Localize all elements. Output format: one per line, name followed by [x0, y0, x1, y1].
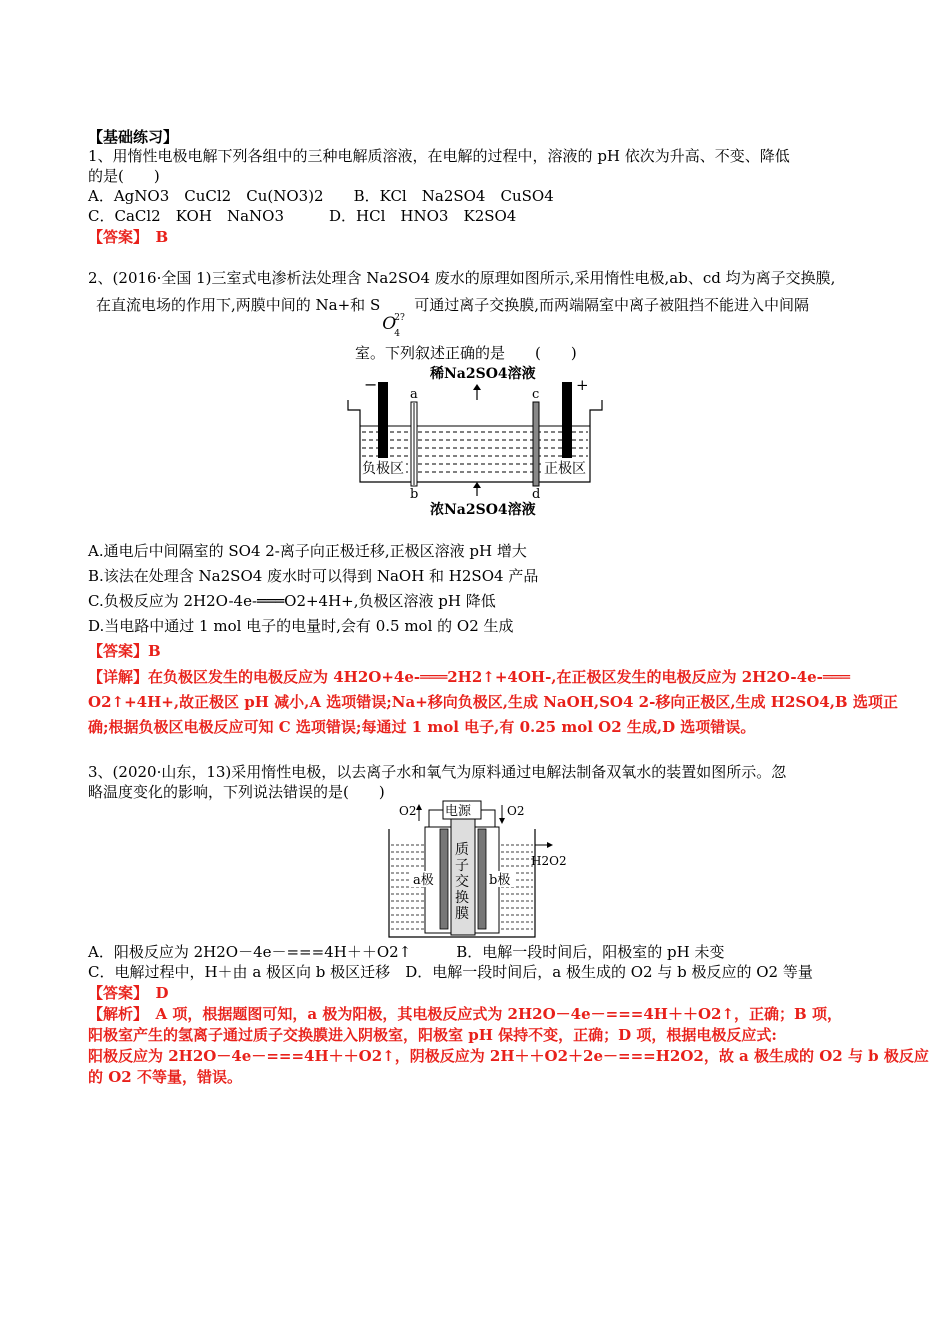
minus-sign: − — [364, 375, 378, 394]
q1-option-c-d — [88, 206, 516, 226]
q2-stem-line2a: 在直流电场的作用下,两膜中间的 Na+和 S — [96, 296, 381, 314]
arrow-in-head-icon — [473, 482, 481, 488]
positive-electrode — [562, 382, 572, 458]
q1-stem-line2: 的是( ) — [88, 167, 160, 185]
o2-left-label: O2 — [399, 804, 417, 818]
q3-analysis-line4: 的 O2 不等量，错误。 — [88, 1068, 242, 1086]
q1-opt-c-1: CaCl2 — [114, 207, 161, 225]
q1-opt-c-2: KOH — [175, 207, 212, 225]
q3-opt-c: C．电解过程中，H＋由 a 极区向 b 极区迁移 — [88, 963, 391, 981]
q2-detail-text1: 在负极区发生的电极反应为 4H2O+4e-═══2H2↑+4OH-,在正极区发生的电极反应为 2H2O-4e-═══ — [148, 668, 850, 686]
q1-opt-b-3: CuSO4 — [500, 187, 554, 205]
q3-option-a-b — [88, 942, 725, 962]
arrow-out-head-icon — [473, 384, 481, 390]
q3-opt-b: B．电解一段时间后，阳极室的 pH 未变 — [456, 943, 725, 961]
b-electrode — [478, 829, 486, 929]
membrane-char-1: 质 — [455, 842, 469, 858]
h2o2-label: H2O2 — [531, 854, 567, 868]
q2-stem-line1: 2、(2016·全国 1)三室式电渗析法处理含 Na2SO4 废水的原理如图所示,采用惰性电极,ab、cd 均为离子交换膜, — [88, 269, 836, 287]
q1-opt-c-label: C． — [88, 207, 115, 225]
q1-opt-d-1: HCl — [356, 207, 386, 225]
q3-opt-a: A．阳极反应为 2H2O－4e－===4H＋＋O2↑ — [88, 943, 412, 961]
section-title: 【基础练习】 — [88, 128, 179, 146]
h2o2-electrolysis-diagram — [385, 799, 575, 939]
fig-top-label: 稀Na2SO4溶液 — [430, 366, 536, 382]
q3-opt-d: D．电解一段时间后，a 极生成的 O2 与 b 极反应的 O2 等量 — [405, 963, 813, 981]
q1-opt-b-2: Na2SO4 — [421, 187, 486, 205]
q3-analysis-line1 — [88, 1004, 842, 1024]
q2-option-c: C.负极反应为 2H2O-4e-═══O2+4H+,负极区溶液 pH 降低 — [88, 592, 496, 610]
a-pole-label: a极 — [413, 873, 434, 888]
b-pole-label: b极 — [489, 873, 511, 888]
q1-opt-d-2: HNO3 — [400, 207, 449, 225]
q1-opt-d-label: D． — [329, 207, 357, 225]
label-d: d — [532, 487, 541, 502]
q1-opt-a-3: Cu(NO3)2 — [246, 187, 324, 205]
q1-opt-b-1: KCl — [379, 187, 407, 205]
q3-analysis-text1: A 项，根据题图可知，a 极为阳极，其电极反应式为 2H2O－4e－===4H＋＋O2↑，正确；B 项， — [155, 1005, 842, 1023]
q2-option-d: D.当电路中通过 1 mol 电子的电量时,会有 0.5 mol 的 O2 生成 — [88, 617, 514, 635]
q1-opt-d-3: K2SO4 — [463, 207, 517, 225]
plus-sign: + — [576, 376, 589, 394]
q2-stem-line2b: 可通过离子交换膜,而两端隔室中离子被阻挡不能进入中间隔 — [414, 296, 809, 314]
q2-answer-value: B — [148, 642, 161, 660]
q2-option-a: A.通电后中间隔室的 SO4 2-离子向正极迁移,正极区溶液 pH 增大 — [88, 542, 527, 560]
q3-answer-label: 【答案】 — [88, 984, 141, 1002]
q1-stem-line1: 1、用惰性电极电解下列各组中的三种电解质溶液，在电解的过程中，溶液的 pH 依次为升高、不变、降低 — [88, 147, 790, 165]
o2-right-label: O2 — [507, 804, 525, 818]
q2-detail-line2: O2↑+4H+,故正极区 pH 减小,A 选项错误;Na+移向负极区,生成 NaOH,SO4 2-移向正极区,生成 H2SO4,B 选项正 — [88, 693, 898, 711]
q3-analysis-label: 【解析】 — [88, 1005, 141, 1023]
q3-option-c-d — [88, 962, 813, 982]
membrane-char-3: 交 — [455, 874, 469, 890]
q1-opt-a-1: AgNO3 — [113, 187, 170, 205]
q3-answer — [88, 983, 169, 1003]
membrane-char-4: 换 — [455, 890, 469, 906]
q3-analysis-line3: 阳极反应为 2H2O－4e－===4H＋＋O2↑，阴极反应为 2H＋＋O2＋2e－===H2O2，故 a 极生成的 O2 与 b 极反应 — [88, 1047, 929, 1065]
q3-answer-value: D — [155, 984, 169, 1002]
negative-electrode — [378, 382, 388, 458]
q2-answer-label: 【答案】 — [88, 642, 149, 660]
label-a: a — [410, 387, 418, 402]
a-electrode — [440, 829, 448, 929]
q1-opt-c-3: NaNO3 — [226, 207, 284, 225]
q1-opt-b-label: B． — [353, 187, 380, 205]
label-b: b — [410, 487, 419, 502]
q1-answer-label: 【答案】 — [88, 228, 141, 246]
membrane-char-5: 膜 — [455, 906, 469, 922]
q1-opt-a-2: CuCl2 — [184, 187, 232, 205]
label-c: c — [532, 387, 540, 402]
positive-region-label: 正极区 — [544, 461, 586, 477]
fig-bottom-label: 浓Na2SO4溶液 — [430, 502, 536, 518]
negative-region-label: 负极区 — [362, 461, 404, 477]
q2-detail-line3: 确;根据负极区电极反应可知 C 选项错误;每通过 1 mol 电子,有 0.25 mol O2 生成,D 选项错误。 — [88, 718, 756, 736]
q3-stem-line1: 3、(2020·山东，13)采用惰性电极，以去离子水和氧气为原料通过电解法制备双氧水的装置如图所示。忽 — [88, 763, 787, 781]
q1-answer — [88, 227, 168, 247]
q2-answer — [88, 641, 161, 661]
q1-answer-value: B — [155, 228, 169, 246]
q2-stem-line3: 室。下列叙述正确的是 ( ) — [355, 344, 577, 362]
q2-detail-label: 【详解】 — [88, 668, 149, 686]
electrodialysis-diagram — [340, 362, 610, 520]
q1-opt-a-label: A． — [88, 187, 114, 205]
q2-detail-line1 — [88, 667, 850, 687]
q3-analysis-line2: 阳极室产生的氢离子通过质子交换膜进入阴极室，阳极室 pH 保持不变，正确；D 项，根据电极反应式: — [88, 1026, 777, 1044]
power-label: 电源 — [445, 804, 472, 819]
q3-stem-line2: 略温度变化的影响，下列说法错误的是( ) — [88, 783, 385, 801]
membrane-char-2: 子 — [455, 858, 469, 874]
q2-stem-line2: 在直流电场的作用下,两膜中间的 Na+和 S O 2? 4 可通过离子交换膜,而两端隔室中离子被阻挡不能进入中间隔 — [96, 296, 809, 339]
q1-option-a-b — [88, 186, 554, 206]
membrane-cd — [533, 402, 539, 486]
q2-option-b: B.该法在处理含 Na2SO4 废水时可以得到 NaOH 和 H2SO4 产品 — [88, 567, 539, 585]
